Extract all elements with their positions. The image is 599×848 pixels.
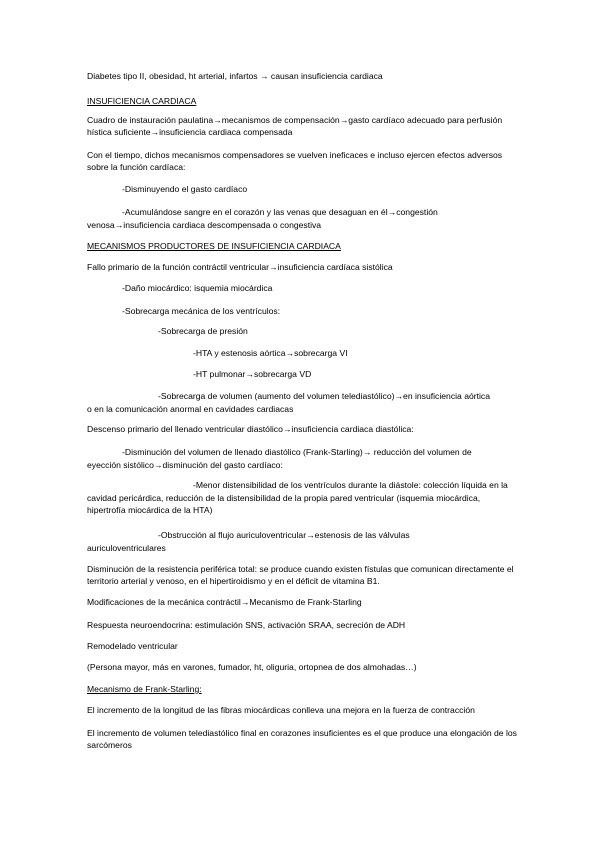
bullet-sobrecarga-volumen-line1: -Sobrecarga de volumen (aumento del volumen telediastólico)→en insuficiencia aórtica (158, 391, 490, 401)
paragraph-longitud-fibras: El incremento de la longitud de las fibras miocárdicas conlleva una mejora en la fuerza de contracción (87, 705, 475, 715)
paragraph-descenso-llenado: Descenso primario del llenado ventricular diastólico→insuficiencia cardiaca diastólica: (87, 424, 414, 434)
bullet-dano-miocardico: -Daño miocárdico: isquemia miocárdica (122, 283, 273, 293)
bullet-disminucion-volumen-line1: -Disminución del volumen de llenado diastólico (Frank-Starling)→ reducción del volumen de (122, 447, 472, 457)
paragraph-respuesta-neuroendocrina: Respuesta neuroendocrina: estimulación SNS, activación SRAA, secreción de ADH (87, 620, 406, 630)
bullet-ht-pulmonar: -HT pulmonar→sobrecarga VD (193, 369, 312, 379)
paragraph-resistencia-periferica: Disminución de la resistencia periférica total: se produce cuando existen fístulas que comunican directamente el territorio arterial y venoso, en el hipertiroidismo y en el déficit de vitamina B1. (87, 564, 514, 586)
bullet-obstruccion-line2: auriculoventriculares (87, 543, 166, 553)
bullet-menor-distensibilidad-line2: cavidad pericárdica, reducción de la distensibilidad de la propia pared ventricular (isquemia miocárdica, hipertrofía miocárdica de la HTA) (87, 493, 481, 515)
paragraph-compensation: Cuadro de instauración paulatina→mecanismos de compensación→gasto cardíaco adecuado para perfusión hística suficiente→insuficiencia cardiaca compensada (87, 115, 503, 137)
heading-frank-starling: Mecanismo de Frank-Starling: (87, 684, 202, 694)
paragraph-persona-mayor: (Persona mayor, más en varones, fumador, ht, oliguria, ortopnea de dos almohadas…) (87, 662, 417, 672)
bullet-obstruccion-line1: -Obstrucción al flujo auriculoventricular→estenosis de las válvulas (158, 530, 410, 540)
paragraph-modificaciones: Modificaciones de la mecánica contráctil→Mecanismo de Frank-Starling (87, 597, 362, 607)
bullet-acumulacion-line1: -Acumulándose sangre en el corazón y las venas que desaguan en él→congestión (122, 207, 438, 217)
paragraph-compensators: Con el tiempo, dichos mecanismos compensadores se vuelven ineficaces e incluso ejercen efectos adversos sobre la función cardíaca: (87, 150, 503, 172)
bullet-sobrecarga-mecanica: -Sobrecarga mecánica de los ventrículos: (122, 306, 281, 316)
heading-mecanismos: MECANISMOS PRODUCTORES DE INSUFICIENCIA CARDIACA (87, 241, 341, 251)
paragraph-remodelado: Remodelado ventricular (87, 641, 178, 651)
bullet-sobrecarga-presion: -Sobrecarga de presión (158, 326, 248, 336)
bullet-acumulacion-line2: venosa→insuficiencia cardiaca descompensada o congestiva (87, 220, 322, 230)
bullet-menor-distensibilidad-line1: -Menor distensibilidad de los ventrículos durante la diástole: colección líquida en la (193, 480, 508, 490)
bullet-disminucion-volumen-line2: eyección sistólico→disminución del gasto cardíaco: (87, 460, 283, 470)
bullet-hta: -HTA y estenosis aórtica→sobrecarga VI (193, 348, 348, 358)
bullet-gasto: -Disminuyendo el gasto cardíaco (122, 184, 248, 194)
intro-line: Diabetes tipo II, obesidad, ht arterial, infartos → causan insuficiencia cardiaca (87, 71, 383, 81)
paragraph-volumen-telediastolico: El incremento de volumen telediastólico final en corazones insuficientes es el que produce una elongación de los sarcómeros (87, 728, 517, 750)
bullet-sobrecarga-volumen-line2: o en la comunicación anormal en cavidades cardiacas (87, 404, 294, 414)
heading-insuficiencia-cardiaca: INSUFICIENCIA CARDIACA (87, 96, 197, 106)
paragraph-fallo-primario: Fallo primario de la función contráctil ventricular→insuficiencia cardíaca sistólica (87, 262, 393, 272)
